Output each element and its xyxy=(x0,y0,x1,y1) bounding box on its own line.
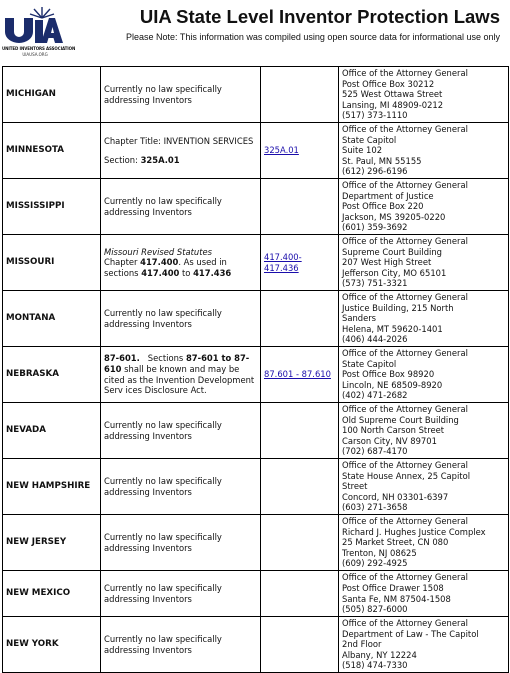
law-description: Currently no law specifically addressing Inventors xyxy=(101,403,261,459)
law-description xyxy=(101,235,261,291)
attorney-general-office xyxy=(339,617,509,673)
office-line: Carson City, NV 89701 xyxy=(342,435,437,446)
office-line: Lincoln, NE 68509-8920 xyxy=(342,379,443,390)
table-row xyxy=(3,235,509,291)
office-line: (601) 359-3692 xyxy=(342,222,408,233)
table-row xyxy=(3,123,509,179)
office-line: (505) 827-6000 xyxy=(342,604,408,615)
office-line: 525 West Ottawa Street xyxy=(342,89,443,100)
table-row xyxy=(3,515,509,571)
office-line: (609) 292-4925 xyxy=(342,558,408,569)
office-line: Office of the Attorney General xyxy=(342,68,468,79)
attorney-general-office xyxy=(339,291,509,347)
office-line: 100 North Carson Street xyxy=(342,425,445,436)
law-description: Currently no law specifically addressing Inventors xyxy=(101,617,261,673)
attorney-general-office xyxy=(339,459,509,515)
table-row xyxy=(3,571,509,617)
statute-link[interactable]: 417.400-417.436 xyxy=(264,251,302,273)
statute-link-cell xyxy=(261,617,339,673)
table-row xyxy=(3,179,509,235)
office-line: Sanders xyxy=(342,313,377,324)
state-name: NEW MEXICO xyxy=(3,571,101,617)
office-line: (573) 751-3321 xyxy=(342,278,408,289)
section-range: 87-601 to 87-610 xyxy=(104,353,250,374)
office-line: Office of the Attorney General xyxy=(342,404,468,415)
law-description: Currently no law specifically addressing Inventors xyxy=(101,571,261,617)
desc-text: . As used in sections xyxy=(104,257,227,278)
office-line: Post Office Box 98920 xyxy=(342,369,435,380)
office-line: Post Office Box 220 xyxy=(342,201,424,212)
uia-logo xyxy=(2,4,76,60)
office-line: Office of the Attorney General xyxy=(342,348,468,359)
office-line: (702) 687-4170 xyxy=(342,446,408,457)
office-line: Helena, MT 59620-1401 xyxy=(342,323,443,334)
law-description xyxy=(101,123,261,179)
table-row xyxy=(3,617,509,673)
desc-text: shall be known and may be cited as the Invention Development Serv ices Disclosure Act. xyxy=(104,363,255,396)
office-line: 2nd Floor xyxy=(342,639,382,650)
attorney-general-office xyxy=(339,179,509,235)
office-line: Office of the Attorney General xyxy=(342,292,468,303)
attorney-general-office xyxy=(339,515,509,571)
statute-link[interactable]: 325A.01 xyxy=(264,145,299,156)
office-line: Office of the Attorney General xyxy=(342,460,468,471)
office-line: Office of the Attorney General xyxy=(342,572,468,583)
state-name: NEW YORK xyxy=(3,617,101,673)
office-line: Albany, NY 12224 xyxy=(342,649,417,660)
office-line: Office of the Attorney General xyxy=(342,124,468,135)
logo-url: UIAUSA.ORG xyxy=(22,52,48,57)
office-line: Post Office Drawer 1508 xyxy=(342,582,444,593)
statute-link[interactable]: 87.601 - 87.610 xyxy=(264,369,331,380)
logo-org-name: UNITED INVENTORS ASSOCIATION xyxy=(2,46,76,51)
state-name: NEBRASKA xyxy=(3,347,101,403)
law-description xyxy=(101,347,261,403)
office-line: (603) 271-3658 xyxy=(342,502,408,513)
statutes-name: Missouri Revised Statutes xyxy=(104,246,213,257)
section-number: 87-601. xyxy=(104,353,140,364)
office-line: Street xyxy=(342,481,368,492)
chapter-number: 417.400 xyxy=(140,257,179,268)
office-line: Post Office Box 30212 xyxy=(342,78,435,89)
office-line: (518) 474-7330 xyxy=(342,660,408,671)
office-line: (402) 471-2682 xyxy=(342,390,408,401)
statute-link-cell xyxy=(261,515,339,571)
office-line: Office of the Attorney General xyxy=(342,516,468,527)
state-name: MICHIGAN xyxy=(3,67,101,123)
desc-text: to xyxy=(179,267,194,278)
state-name: MINNESOTA xyxy=(3,123,101,179)
state-name: MISSOURI xyxy=(3,235,101,291)
chapter-label: Chapter xyxy=(104,257,141,268)
office-line: (406) 444-2026 xyxy=(342,334,408,345)
office-line: (612) 296-6196 xyxy=(342,166,408,177)
disclaimer-note: Please Note: This information was compiled using open source data for informational use only xyxy=(125,32,500,42)
page-title: UIA State Level Inventor Protection Laws xyxy=(139,6,500,27)
state-name: MISSISSIPPI xyxy=(3,179,101,235)
office-line: Old Supreme Court Building xyxy=(342,414,459,425)
office-line: Richard J. Hughes Justice Complex xyxy=(342,526,486,537)
attorney-general-office xyxy=(339,571,509,617)
office-line: Jackson, MS 39205-0220 xyxy=(342,211,446,222)
attorney-general-office xyxy=(339,347,509,403)
section-start: 417.400 xyxy=(141,267,180,278)
section-line xyxy=(104,155,257,166)
office-line: Office of the Attorney General xyxy=(342,180,468,191)
law-description: Currently no law specifically addressing Inventors xyxy=(101,67,261,123)
office-line: State Capitol xyxy=(342,358,397,369)
office-line: Department of Justice xyxy=(342,190,434,201)
state-name: NEW HAMPSHIRE xyxy=(3,459,101,515)
office-line: Suite 102 xyxy=(342,145,383,156)
table-row xyxy=(3,291,509,347)
section-number: 325A.01 xyxy=(140,154,180,165)
section-label: Section: xyxy=(104,154,141,165)
desc-text: Sections xyxy=(139,353,186,364)
attorney-general-office xyxy=(339,67,509,123)
office-line: State Capitol xyxy=(342,134,397,145)
office-line: 25 Market Street, CN 080 xyxy=(342,537,449,548)
statute-link-cell xyxy=(261,67,339,123)
uia-logo-mark xyxy=(2,4,66,46)
office-line: Justice Building, 215 North xyxy=(342,302,454,313)
law-description: Currently no law specifically addressing Inventors xyxy=(101,515,261,571)
attorney-general-office xyxy=(339,235,509,291)
statute-link-cell xyxy=(261,459,339,515)
statute-link-cell xyxy=(261,347,339,403)
law-description: Currently no law specifically addressing Inventors xyxy=(101,291,261,347)
table-row xyxy=(3,459,509,515)
table-row xyxy=(3,347,509,403)
office-line: 207 West High Street xyxy=(342,257,432,268)
table-row xyxy=(3,403,509,459)
statute-link-cell xyxy=(261,179,339,235)
office-line: (517) 373-1110 xyxy=(342,110,408,121)
office-line: Supreme Court Building xyxy=(342,246,442,257)
office-line: Santa Fe, NM 87504-1508 xyxy=(342,593,451,604)
office-line: Trenton, NJ 08625 xyxy=(342,547,417,558)
chapter-title: Chapter Title: INVENTION SERVICES xyxy=(104,135,254,146)
state-name: NEW JERSEY xyxy=(3,515,101,571)
statute-link-cell xyxy=(261,291,339,347)
statute-link-cell xyxy=(261,571,339,617)
attorney-general-office xyxy=(339,123,509,179)
office-line: Office of the Attorney General xyxy=(342,236,468,247)
office-line: State House Annex, 25 Capitol xyxy=(342,470,471,481)
statute-link-cell xyxy=(261,235,339,291)
state-name: MONTANA xyxy=(3,291,101,347)
section-end: 417.436 xyxy=(193,267,232,278)
law-description: Currently no law specifically addressing Inventors xyxy=(101,459,261,515)
office-line: Department of Law - The Capitol xyxy=(342,628,479,639)
office-line: Lansing, MI 48909-0212 xyxy=(342,99,444,110)
table-row xyxy=(3,67,509,123)
law-description: Currently no law specifically addressing Inventors xyxy=(101,179,261,235)
statute-link-cell xyxy=(261,403,339,459)
office-line: Jefferson City, MO 65101 xyxy=(342,267,447,278)
state-name: NEVADA xyxy=(3,403,101,459)
office-line: Office of the Attorney General xyxy=(342,618,468,629)
office-line: Concord, NH 03301-6397 xyxy=(342,491,449,502)
laws-table xyxy=(2,66,509,673)
statute-link-cell xyxy=(261,123,339,179)
office-line: St. Paul, MN 55155 xyxy=(342,155,422,166)
attorney-general-office xyxy=(339,403,509,459)
